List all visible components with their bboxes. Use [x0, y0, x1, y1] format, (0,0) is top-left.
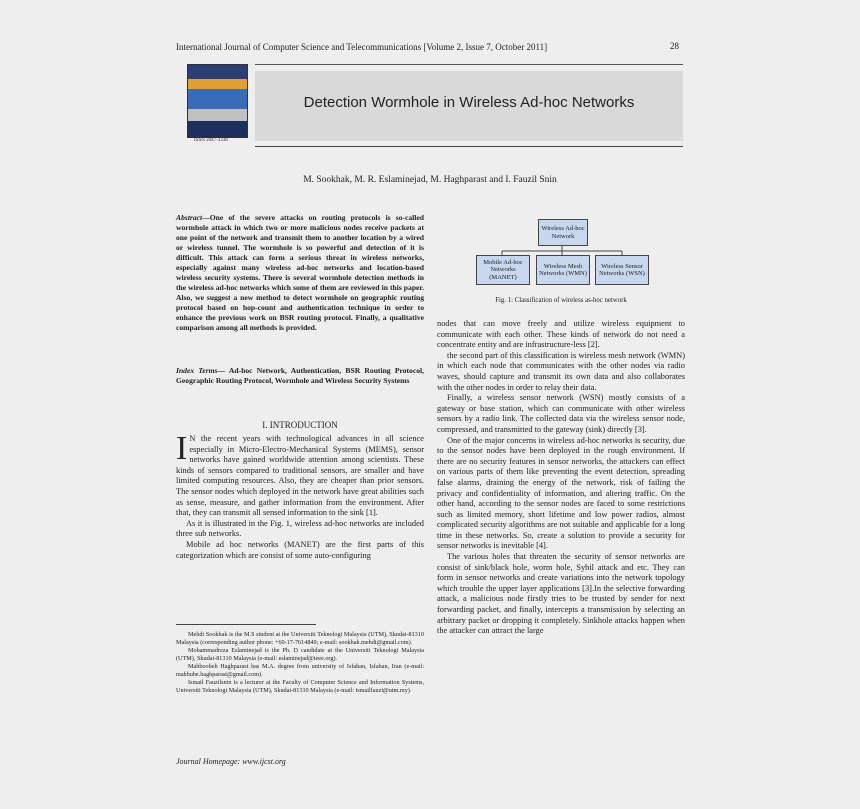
section-heading-introduction: I. INTRODUCTION	[262, 420, 338, 430]
journal-header: International Journal of Computer Science and Telecommunications [Volume 2, Issue 7, October 2011]	[176, 42, 548, 52]
journal-cover-image	[187, 64, 248, 138]
author-list: M. Sookhak, M. R. Eslaminejad, M. Haghparast and I. Fauzil Snin	[303, 175, 557, 185]
intro-paragraph: Mobile ad hoc networks (MANET) are the first parts of this categorization which are consist of some auto-configuring	[176, 539, 424, 560]
diagram-node-manet: Mobile Ad-hoc Networks (MANET)	[476, 255, 530, 285]
figure-caption: Fig. 1: Classification of wireless as-hoc network	[495, 297, 627, 304]
footnote: Mehdi Sookhak is the M.S student at the Universiti Teknologi Malaysia (UTM), Skudai-81310 Malaysia (corresponding author phone: +60-17-7614849; e-mail: sookhak.mehdi@gmail.com).	[176, 631, 424, 646]
drop-cap: I	[176, 430, 188, 467]
title-box	[255, 71, 683, 141]
page-number: 28	[670, 41, 679, 51]
diagram-root-node: Wireless Ad-hoc Network	[538, 219, 588, 246]
figure-1-diagram	[476, 217, 648, 287]
index-terms-label: Index Terms	[176, 366, 218, 375]
footnote: Mohammadreza Eslaminejad is the Ph. D candidate at the Universiti Teknologi Malaysia (UTM), Skudai-81310 Malaysia (e-mail: eslaminejad@ieee.org).	[176, 647, 424, 662]
body-paragraph: Finally, a wireless sensor network (WSN) mostly consists of a gateway or base station, which can communicate with other wireless sensors by a radio link. The collected data via the wireless sensor node, compressed, and transmitted to the gateway (sink) directly [3].	[437, 393, 685, 434]
intro-paragraph: I N the recent years with technological advances in all science especially in Micro-Electro-Mechanical Systems (MEMS), sensor networks have gained worldwide attention among scientists. These kinds of sensors compared to traditional sensors, are smaller and have limited computing resources. Also, they are cheaper than prior sensors. The sensor nodes which deployed in the network have great abilities such as sense, measure, and gather information from the environment. After that, they can transmit all sensed information to the sink [1].	[176, 430, 424, 518]
body-paragraph: nodes that can move freely and utilize wireless equipment to communicate with each other. These kinds of network do not need a concentrate entity and are infrastructure-less [2].	[437, 319, 685, 350]
footnote-rule	[176, 624, 316, 625]
body-paragraph: One of the major concerns in wireless ad-hoc networks is security, due to the sensor nodes have been deployed in the rough environment. If there are no security features in sensor networks, the attackers can effect on various parts of them like preventing the event detection, spreading false alarms, draining the energy of the network, risk of failing the privacy and confidentiality of information, and altering traffic. On the other hand, according to the sensor nodes are faced to some restrictions such as limited memory, short lifetime and low power radios, almost complicated security algorithms are not suitable and applicable for a long time in these networks. So, create a solution to provide a security for sensor networks is inevitable [4].	[437, 435, 685, 551]
paper-title: Detection Wormhole in Wireless Ad-hoc Networks	[303, 94, 635, 111]
index-terms	[176, 366, 424, 386]
body-paragraph: the second part of this classification is wireless mesh network (WMN) in which each node that communicates with the other nodes via radio waves, should capture and transmit its own data and also collaborates with the other nodes in order to relay their data.	[437, 350, 685, 392]
abstract	[176, 213, 424, 333]
right-column-body	[437, 319, 685, 637]
intro-paragraph: As it is illustrated in the Fig. 1, wireless ad-hoc networks are included three sub networks.	[176, 518, 424, 539]
journal-homepage: Journal Homepage: www.ijcst.org	[176, 757, 286, 766]
footnote: Mahboobeh Haghparast has M.A. degree from university of Isfahan, Isfahan, Iran (e-mail: mahbube.haghparast@gmail.com).	[176, 663, 424, 678]
index-terms-text: — Ad-hoc Network, Authentication, BSR Routing Protocol, Geographic Routing Protocol, Wormhole and Wireless Security Systems	[176, 366, 425, 385]
introduction-body	[176, 430, 424, 561]
title-bottom-rule	[255, 146, 683, 147]
title-top-rule	[255, 64, 683, 65]
issn-label: ISSN 2047-3338	[194, 138, 228, 143]
body-paragraph: The various holes that threaten the security of sensor networks are consist of sink/black hole, worm hole, Sybil attack and etc. They can form in sensor networks and create variations into the network topology which trouble the upper layer applications [3].In the selective forwarding attack, a malicious node firstly tries to be trusted by sender for next forwarding packet, and finally, intercepts a transmission by selecting an arbitrary packet or dropping it completely. Sinkhole attacks happen when the attacker can attract the large	[437, 552, 685, 636]
author-footnotes	[176, 631, 424, 695]
diagram-node-wsn: Wireless Sensor Networks (WSN)	[595, 255, 649, 285]
diagram-node-wmn: Wireless Mesh Networks (WMN)	[536, 255, 590, 285]
footnote: Ismail Fauzilsnin is a lecturer at the Faculty of Computer Science and Information Systems, Universiti Teknologi Malaysia (UTM), Skudai-81310 Malaysia (e-mail: ismailfauzi@utm.my).	[176, 679, 424, 694]
abstract-text: —One of the severe attacks on routing protocols is so-called wormhole attack in which two or more malicious nodes receive packets at one point of the network and transmit them to another location by a wired or wireless tunnel. The wormhole is so powerful and detection of it is difficult. This attack can form a serious threat in wireless networks, especially against many wireless ad-hoc networks and location-based wireless security systems. There is several wormhole detection methods in the wireless ad-hoc networks which some of them are reviewed in this paper. Also, we suggest a new method to detect wormhole on geographic routing protocol based on hop-count and authentication technique in order to enhance the previous work on BSR routing protocol. Finally, a qualitative comparison among all methods is provided.	[176, 213, 424, 332]
abstract-label: Abstract	[176, 213, 203, 222]
